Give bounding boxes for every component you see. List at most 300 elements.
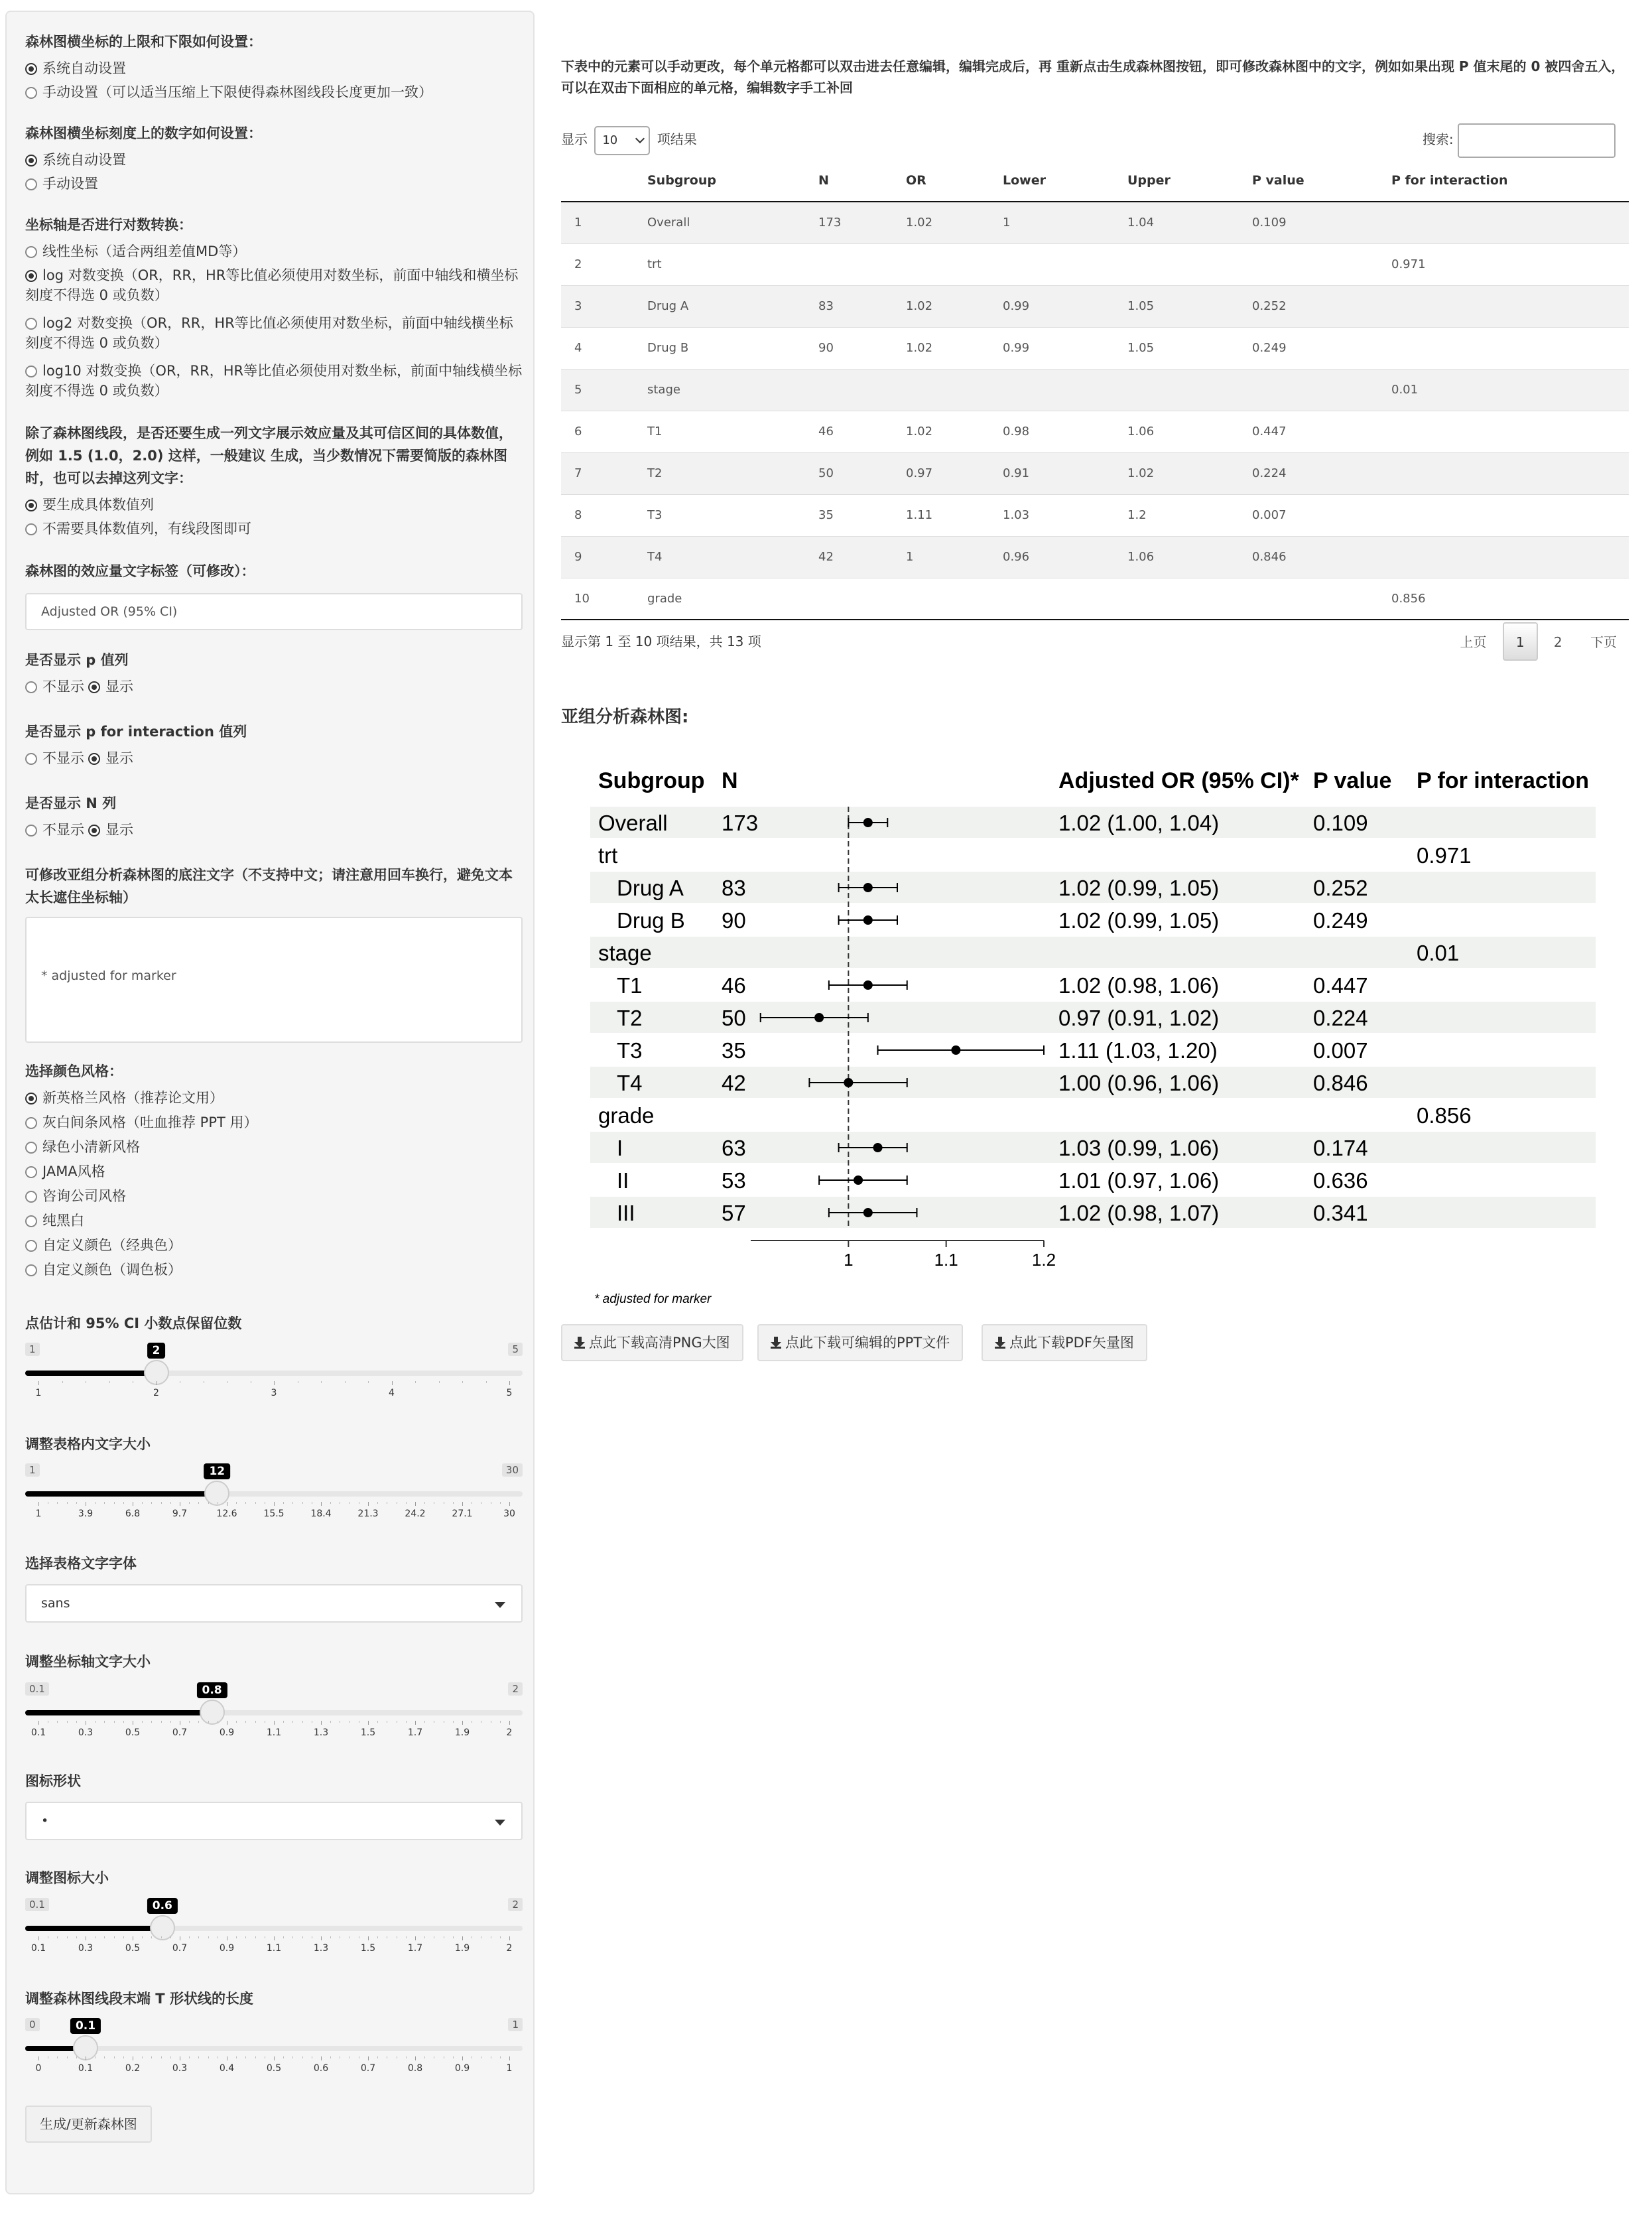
- row-estimate-text: 1.11 (1.03, 1.20): [1058, 1038, 1218, 1063]
- table-cell[interactable]: 1.02: [1114, 452, 1239, 494]
- slider-minor-tick: [255, 1721, 256, 1723]
- caret-down-icon: [495, 1820, 505, 1826]
- table-cell[interactable]: grade: [634, 578, 805, 620]
- table-cell[interactable]: trt: [634, 243, 805, 285]
- table-cell[interactable]: [1378, 536, 1629, 578]
- effect-label-title: 森林图的效应量文字标签（可修改）：: [25, 563, 255, 579]
- slider-tick-label: 0.9: [219, 1943, 235, 1954]
- effect-label-input[interactable]: Adjusted OR (95% CI): [25, 593, 523, 630]
- slider-minor-tick: [302, 1936, 303, 1938]
- slider-minor-tick: [114, 1721, 115, 1723]
- slider-tick: [462, 2056, 463, 2060]
- slider-tick-label: 3.9: [78, 1509, 94, 1519]
- table-cell[interactable]: T4: [634, 536, 805, 578]
- slider-minor-tick: [292, 1502, 293, 1504]
- slider-minor-tick: [151, 1936, 152, 1938]
- table-cell[interactable]: 1: [893, 536, 989, 578]
- color-style-bw-radio[interactable]: 纯黑白: [25, 1211, 523, 1231]
- slider-tick-label: 0.8: [407, 2063, 423, 2074]
- download-pdf-label: 点此下载PDF矢量图: [1009, 1335, 1134, 1351]
- color-style-jama-radio[interactable]: JAMA风格: [25, 1162, 523, 1181]
- slider-minor-tick: [161, 1502, 162, 1504]
- table-cell[interactable]: T2: [634, 452, 805, 494]
- main-panel: [561, 0, 1642, 2213]
- table-cell[interactable]: [893, 243, 989, 285]
- row-n: 50: [722, 1006, 746, 1030]
- table-cell[interactable]: [893, 578, 989, 620]
- slider-minor-tick: [151, 1721, 152, 1723]
- slider-ticks: [25, 2056, 523, 2083]
- slider-tick-label: 0.3: [172, 2063, 188, 2074]
- slider-minor-tick: [345, 1381, 346, 1383]
- slider-minor-tick: [142, 1721, 143, 1723]
- row-number-cell: 8: [561, 494, 634, 536]
- slider-tick-label: 18.4: [310, 1509, 332, 1519]
- table-cell[interactable]: 0.007: [1239, 494, 1378, 536]
- slider-minor-tick: [170, 2056, 171, 2058]
- table-font-select[interactable]: [25, 1584, 523, 1623]
- slider-minor-tick: [151, 2056, 152, 2058]
- radio-unchecked-icon: [25, 366, 37, 377]
- slider-tick-label: 1.9: [454, 1943, 470, 1954]
- table-cell[interactable]: 0.109: [1239, 202, 1378, 243]
- radio-unchecked-icon: [25, 178, 37, 190]
- color-style-custom-classic-radio[interactable]: 自定义颜色（经典色）: [25, 1235, 523, 1255]
- slider-minor-tick: [349, 2056, 350, 2058]
- slider-minor-tick: [170, 1721, 171, 1723]
- slider-minor-tick: [406, 1721, 407, 1723]
- slider-minor-tick: [170, 1502, 171, 1504]
- table-cell[interactable]: 0.249: [1239, 327, 1378, 369]
- slider-minor-tick: [462, 1381, 463, 1383]
- table-cell[interactable]: stage: [634, 369, 805, 411]
- table-cell[interactable]: 90: [805, 327, 893, 369]
- slider-tick: [509, 1502, 510, 1506]
- prev-page-button[interactable]: 上页: [1460, 634, 1487, 650]
- slider-tick-label: 9.7: [172, 1509, 188, 1519]
- slider-minor-tick: [415, 1381, 416, 1383]
- log2-radio[interactable]: log2 对数变换（OR，RR，HR等比值必须使用对数坐标，前面中轴线横坐标刻度不得选 0 或负数）: [25, 315, 513, 351]
- row-p-value: 0.846: [1313, 1071, 1368, 1095]
- slider-fill: [25, 1371, 157, 1376]
- value-column-label: 除了森林图线段，是否还要生成一列文字展示效应量及其可信区间的具体数值，例如 1.5 (1.0，2.0) 这样，一般建议 生成，当少数情况下需要简版的森林图时，也可以去掉这列文字：: [25, 425, 513, 486]
- table-cell[interactable]: 1.02: [893, 411, 989, 452]
- slider-min-label: 1: [25, 1463, 40, 1477]
- show-n-yes-radio[interactable]: 显示: [88, 820, 133, 840]
- icon-size-slider[interactable]: [25, 1898, 523, 1964]
- table-cell[interactable]: [805, 369, 893, 411]
- show-n-radio-group: [25, 820, 523, 840]
- slider-tick: [509, 1381, 510, 1385]
- radio-checked-icon: [88, 681, 100, 693]
- row-n: 57: [722, 1201, 746, 1225]
- chevron-down-icon: [635, 133, 645, 143]
- slider-ticks: [25, 1502, 523, 1528]
- download-png-button[interactable]: [561, 1324, 743, 1361]
- slider-minor-tick: [57, 1502, 58, 1504]
- radio-checked-icon: [25, 500, 37, 511]
- slider-minor-tick: [283, 2056, 284, 2058]
- row-n: 53: [722, 1168, 746, 1193]
- table-cell[interactable]: Drug A: [634, 285, 805, 327]
- icon-shape-select[interactable]: [25, 1802, 523, 1840]
- row-n: 35: [722, 1038, 746, 1063]
- x-axis-tick-label: 1: [844, 1250, 854, 1270]
- table-cell[interactable]: 0.846: [1239, 536, 1378, 578]
- table-cell[interactable]: [1114, 243, 1239, 285]
- table-cell[interactable]: 0.971: [1378, 243, 1629, 285]
- footnote-textarea[interactable]: * adjusted for marker: [25, 917, 523, 1043]
- radio-unchecked-icon: [25, 87, 37, 99]
- show-n-no-radio[interactable]: 不显示: [25, 820, 84, 840]
- slider-tick-label: 1.5: [360, 1943, 376, 1954]
- table-cell[interactable]: [989, 578, 1114, 620]
- radio-checked-icon: [25, 1093, 37, 1105]
- axis-limit-manual-radio[interactable]: 手动设置（可以适当压缩上下限使得森林图线段长度更加一致）: [25, 82, 523, 102]
- table-cell[interactable]: [1114, 369, 1239, 411]
- slider-tick: [392, 1381, 393, 1385]
- slider-tick-label: 4: [389, 1388, 395, 1398]
- slider-minor-tick: [500, 1721, 501, 1723]
- slider-tick-label: 1.7: [407, 1727, 423, 1738]
- show-n-label: 是否显示 N 列: [25, 795, 117, 811]
- table-cell[interactable]: [1378, 452, 1629, 494]
- table-pager: [1448, 622, 1629, 662]
- page-1-button[interactable]: 1: [1503, 622, 1538, 661]
- column-header[interactable]: N: [805, 159, 893, 202]
- slider-min-label: 0.1: [25, 1898, 49, 1911]
- table-cell[interactable]: 35: [805, 494, 893, 536]
- show-p-yes-radio[interactable]: 显示: [88, 677, 133, 697]
- point-estimate: [951, 1045, 960, 1055]
- slider-tick: [321, 1502, 322, 1506]
- table-cell[interactable]: Drug B: [634, 327, 805, 369]
- page-length-select[interactable]: [594, 126, 650, 155]
- table-cell[interactable]: 0.447: [1239, 411, 1378, 452]
- search-input[interactable]: [1458, 123, 1616, 158]
- row-label: III: [617, 1201, 635, 1225]
- slider-tick-label: 24.2: [405, 1509, 426, 1519]
- color-style-green-radio[interactable]: 绿色小清新风格: [25, 1137, 523, 1157]
- table-cell[interactable]: [1114, 578, 1239, 620]
- row-n: 83: [722, 876, 746, 900]
- table-cell[interactable]: T1: [634, 411, 805, 452]
- page-2-button[interactable]: 2: [1553, 634, 1562, 650]
- slider-tick-label: 0.1: [31, 1943, 46, 1954]
- table-row: [561, 411, 1629, 452]
- icon-size-label: 调整图标大小: [25, 1870, 109, 1886]
- table-row: [561, 452, 1629, 494]
- radio-unchecked-icon: [25, 1240, 37, 1252]
- slider-minor-tick: [198, 1936, 199, 1938]
- table-cell[interactable]: [989, 369, 1114, 411]
- slider-value-bubble: 0.8: [197, 1682, 227, 1698]
- decimals-label: 点估计和 95% CI 小数点保留位数: [25, 1315, 242, 1331]
- row-estimate-text: 1.02 (0.99, 1.05): [1058, 908, 1220, 933]
- row-estimate-text: 1.03 (0.99, 1.06): [1058, 1136, 1220, 1160]
- row-estimate-text: 0.97 (0.91, 1.02): [1058, 1006, 1220, 1030]
- slider-tick-label: 15.5: [263, 1509, 285, 1519]
- slider-minor-tick: [500, 1502, 501, 1504]
- tbar-length-slider[interactable]: [25, 2018, 523, 2084]
- log-radio[interactable]: log 对数变换（OR，RR，HR等比值必须使用对数坐标，前面中轴线和横坐标刻度不得选 0 或负数）: [25, 267, 519, 303]
- color-style-gray-radio[interactable]: 灰白间条风格（吐血推荐 PPT 用）: [25, 1112, 523, 1132]
- table-cell[interactable]: [1239, 243, 1378, 285]
- table-cell[interactable]: [989, 243, 1114, 285]
- slider-minor-tick: [245, 2056, 246, 2058]
- slider-value-bubble: 2: [147, 1343, 166, 1359]
- row-p-interaction: 0.01: [1417, 941, 1460, 965]
- point-estimate: [873, 1143, 883, 1152]
- point-estimate: [863, 818, 873, 827]
- download-pdf-button[interactable]: [982, 1324, 1147, 1361]
- linear-radio[interactable]: 线性坐标（适合两组差值MD等）: [25, 241, 523, 261]
- slider-minor-tick: [57, 2056, 58, 2058]
- slider-minor-tick: [208, 2056, 209, 2058]
- download-ppt-button[interactable]: [757, 1324, 963, 1361]
- slider-tick-label: 1: [35, 1388, 42, 1398]
- row-p-value: 0.341: [1313, 1201, 1368, 1225]
- slider-tick-label: 0.1: [31, 1727, 46, 1738]
- axis-ticks-manual-radio[interactable]: 手动设置: [25, 174, 523, 194]
- slider-minor-tick: [208, 1721, 209, 1723]
- axis-limit-auto-radio[interactable]: 系统自动设置: [25, 58, 523, 78]
- table-cell[interactable]: [805, 578, 893, 620]
- table-cell[interactable]: 1: [989, 202, 1114, 243]
- table-cell[interactable]: 0.97: [893, 452, 989, 494]
- slider-tick: [274, 1502, 275, 1506]
- radio-unchecked-icon: [25, 523, 37, 535]
- slider-minor-tick: [57, 1936, 58, 1938]
- table-cell[interactable]: [805, 243, 893, 285]
- slider-tick: [368, 1502, 369, 1506]
- slider-fill: [25, 1710, 212, 1715]
- slider-min-label: 1: [25, 1343, 40, 1356]
- column-header[interactable]: Lower: [989, 159, 1114, 202]
- table-cell[interactable]: 1.02: [893, 202, 989, 243]
- row-label: I: [617, 1136, 623, 1160]
- row-estimate-text: 1.02 (1.00, 1.04): [1058, 811, 1220, 835]
- slider-minor-tick: [439, 1381, 440, 1383]
- table-cell[interactable]: 50: [805, 452, 893, 494]
- color-style-nejm-radio[interactable]: 新英格兰风格（推荐论文用）: [25, 1088, 523, 1108]
- x-axis-tick-label: 1.1: [934, 1250, 958, 1270]
- color-style-consult-radio[interactable]: 咨询公司风格: [25, 1186, 523, 1206]
- forest-footnote: * adjusted for marker: [594, 1292, 712, 1306]
- show-p-no-radio[interactable]: 不显示: [25, 677, 84, 697]
- slider-minor-tick: [283, 1502, 284, 1504]
- slider-minor-tick: [198, 1721, 199, 1723]
- row-p-value: 0.224: [1313, 1006, 1368, 1030]
- next-page-button[interactable]: 下页: [1590, 634, 1617, 650]
- table-cell[interactable]: 173: [805, 202, 893, 243]
- table-info: 显示第 1 至 10 项结果，共 13 项: [561, 634, 761, 649]
- slider-tick-label: 1: [35, 1509, 42, 1519]
- slider-minor-tick: [330, 1936, 331, 1938]
- table-cell[interactable]: 83: [805, 285, 893, 327]
- row-p-value: 0.174: [1313, 1136, 1368, 1160]
- slider-minor-tick: [142, 1936, 143, 1938]
- table-cell[interactable]: 1.05: [1114, 327, 1239, 369]
- table-cell[interactable]: Overall: [634, 202, 805, 243]
- table-cell[interactable]: T3: [634, 494, 805, 536]
- slider-tick: [38, 2056, 39, 2060]
- row-n: 90: [722, 908, 746, 933]
- row-p-interaction: 0.971: [1417, 843, 1472, 868]
- slider-min-label: 0: [25, 2018, 40, 2031]
- table-cell[interactable]: [1378, 327, 1629, 369]
- value-column-no-radio[interactable]: 不需要具体数值列，有线段图即可: [25, 519, 523, 539]
- row-p-value: 0.249: [1313, 908, 1368, 933]
- point-estimate: [814, 1013, 824, 1022]
- slider-minor-tick: [406, 1936, 407, 1938]
- color-style-custom-palette-radio[interactable]: 自定义颜色（调色板）: [25, 1260, 523, 1280]
- slider-tick-label: 6.8: [125, 1509, 141, 1519]
- point-estimate: [854, 1175, 863, 1185]
- column-header[interactable]: OR: [893, 159, 989, 202]
- row-number-cell: 3: [561, 285, 634, 327]
- table-font-size-slider[interactable]: [25, 1463, 523, 1530]
- slider-minor-tick: [109, 1381, 110, 1383]
- show-pint-no-radio[interactable]: 不显示: [25, 748, 84, 768]
- slider-minor-tick: [368, 1381, 369, 1383]
- table-cell[interactable]: 0.99: [989, 327, 1114, 369]
- download-icon: [995, 1337, 1005, 1349]
- table-cell[interactable]: 0.252: [1239, 285, 1378, 327]
- slider-tick-label: 0.5: [125, 1943, 141, 1954]
- column-header[interactable]: Upper: [1114, 159, 1239, 202]
- slider-minor-tick: [76, 1502, 77, 1504]
- generate-forest-button[interactable]: 生成/更新森林图: [25, 2106, 152, 2143]
- table-cell[interactable]: 46: [805, 411, 893, 452]
- row-p-value: 0.109: [1313, 811, 1368, 835]
- table-cell[interactable]: 1.03: [989, 494, 1114, 536]
- sidebar: [5, 11, 535, 2194]
- table-cell[interactable]: 1.06: [1114, 411, 1239, 452]
- table-cell[interactable]: 0.224: [1239, 452, 1378, 494]
- table-cell[interactable]: 1.11: [893, 494, 989, 536]
- column-header[interactable]: [561, 159, 634, 202]
- column-header[interactable]: Subgroup: [634, 159, 805, 202]
- table-cell[interactable]: 1.05: [1114, 285, 1239, 327]
- table-cell[interactable]: 42: [805, 536, 893, 578]
- slider-tick: [415, 1502, 416, 1506]
- slider-tick-label: 1.1: [266, 1727, 282, 1738]
- decimals-slider[interactable]: [25, 1343, 523, 1409]
- column-header[interactable]: P for interaction: [1378, 159, 1629, 202]
- slider-minor-tick: [142, 1502, 143, 1504]
- color-style-label: 选择颜色风格：: [25, 1063, 123, 1079]
- table-cell[interactable]: [1239, 578, 1378, 620]
- slider-minor-tick: [236, 1502, 237, 1504]
- table-cell[interactable]: 1.2: [1114, 494, 1239, 536]
- slider-minor-tick: [283, 1936, 284, 1938]
- column-header[interactable]: P value: [1239, 159, 1378, 202]
- slider-tick-label: 0.6: [313, 2063, 329, 2074]
- table-cell[interactable]: 1.02: [893, 285, 989, 327]
- slider-minor-tick: [104, 1502, 105, 1504]
- slider-minor-tick: [189, 1502, 190, 1504]
- table-cell[interactable]: [1378, 202, 1629, 243]
- slider-minor-tick: [170, 1936, 171, 1938]
- slider-tick: [321, 1721, 322, 1725]
- value-column-yes-radio[interactable]: 要生成具体数值列: [25, 495, 523, 515]
- slider-minor-tick: [104, 1721, 105, 1723]
- page-length-suffix: 项结果: [657, 131, 697, 147]
- header-estimate: Adjusted OR (95% CI)*: [1058, 768, 1299, 793]
- log10-radio[interactable]: log10 对数变换（OR，RR，HR等比值必须使用对数坐标，前面中轴线横坐标刻度不得选 0 或负数）: [25, 363, 523, 399]
- table-cell[interactable]: 0.856: [1378, 578, 1629, 620]
- table-cell[interactable]: 1.04: [1114, 202, 1239, 243]
- table-cell[interactable]: 0.01: [1378, 369, 1629, 411]
- table-cell[interactable]: 0.99: [989, 285, 1114, 327]
- table-row: [561, 369, 1629, 411]
- row-label: stage: [598, 941, 652, 965]
- table-cell[interactable]: [1378, 494, 1629, 536]
- slider-minor-tick: [208, 1502, 209, 1504]
- slider-tick-label: 1: [506, 2063, 513, 2074]
- row-label: T3: [617, 1038, 643, 1063]
- header-p-interaction: P for interaction: [1417, 768, 1590, 793]
- table-cell[interactable]: [1239, 369, 1378, 411]
- slider-tick-label: 0.3: [78, 1727, 94, 1738]
- table-cell[interactable]: [1378, 411, 1629, 452]
- axis-ticks-auto-radio[interactable]: 系统自动设置: [25, 150, 523, 170]
- slider-max-label: 5: [508, 1343, 523, 1356]
- table-cell[interactable]: [893, 369, 989, 411]
- radio-checked-icon: [88, 753, 100, 765]
- point-estimate: [863, 915, 873, 925]
- table-row: [561, 494, 1629, 536]
- slider-minor-tick: [189, 1721, 190, 1723]
- row-p-interaction: 0.856: [1417, 1103, 1472, 1128]
- slider-value-bubble: 0.6: [147, 1898, 178, 1914]
- table-font-label: 选择表格文字字体: [25, 1556, 137, 1572]
- slider-max-label: 1: [508, 2018, 523, 2031]
- slider-minor-tick: [349, 1936, 350, 1938]
- slider-minor-tick: [198, 2056, 199, 2058]
- table-cell[interactable]: 0.98: [989, 411, 1114, 452]
- table-cell[interactable]: 1.02: [893, 327, 989, 369]
- row-number-cell: 10: [561, 578, 634, 620]
- slider-tick: [509, 1936, 510, 1940]
- slider-minor-tick: [500, 1936, 501, 1938]
- slider-minor-tick: [57, 1721, 58, 1723]
- table-row: [561, 578, 1629, 620]
- slider-minor-tick: [349, 1721, 350, 1723]
- axis-font-size-slider[interactable]: [25, 1682, 523, 1749]
- slider-value-bubble: 12: [204, 1463, 230, 1479]
- slider-minor-tick: [123, 1721, 124, 1723]
- slider-max-label: 30: [502, 1463, 523, 1477]
- slider-minor-tick: [377, 2056, 378, 2058]
- table-cell[interactable]: 1.06: [1114, 536, 1239, 578]
- slider-tick: [38, 1502, 39, 1506]
- slider-tick: [415, 1936, 416, 1940]
- slider-track: [25, 2046, 523, 2051]
- table-cell[interactable]: 0.96: [989, 536, 1114, 578]
- table-cell[interactable]: [1378, 285, 1629, 327]
- slider-tick-label: 0.5: [125, 1727, 141, 1738]
- slider-fill: [25, 1491, 217, 1497]
- slider-minor-tick: [67, 2056, 68, 2058]
- download-ppt-label: 点此下载可编辑的PPT文件: [785, 1335, 950, 1351]
- show-pint-yes-radio[interactable]: 显示: [88, 748, 133, 768]
- slider-minor-tick: [123, 1936, 124, 1938]
- slider-minor-tick: [302, 1721, 303, 1723]
- slider-max-label: 2: [508, 1898, 523, 1911]
- table-cell[interactable]: 0.91: [989, 452, 1114, 494]
